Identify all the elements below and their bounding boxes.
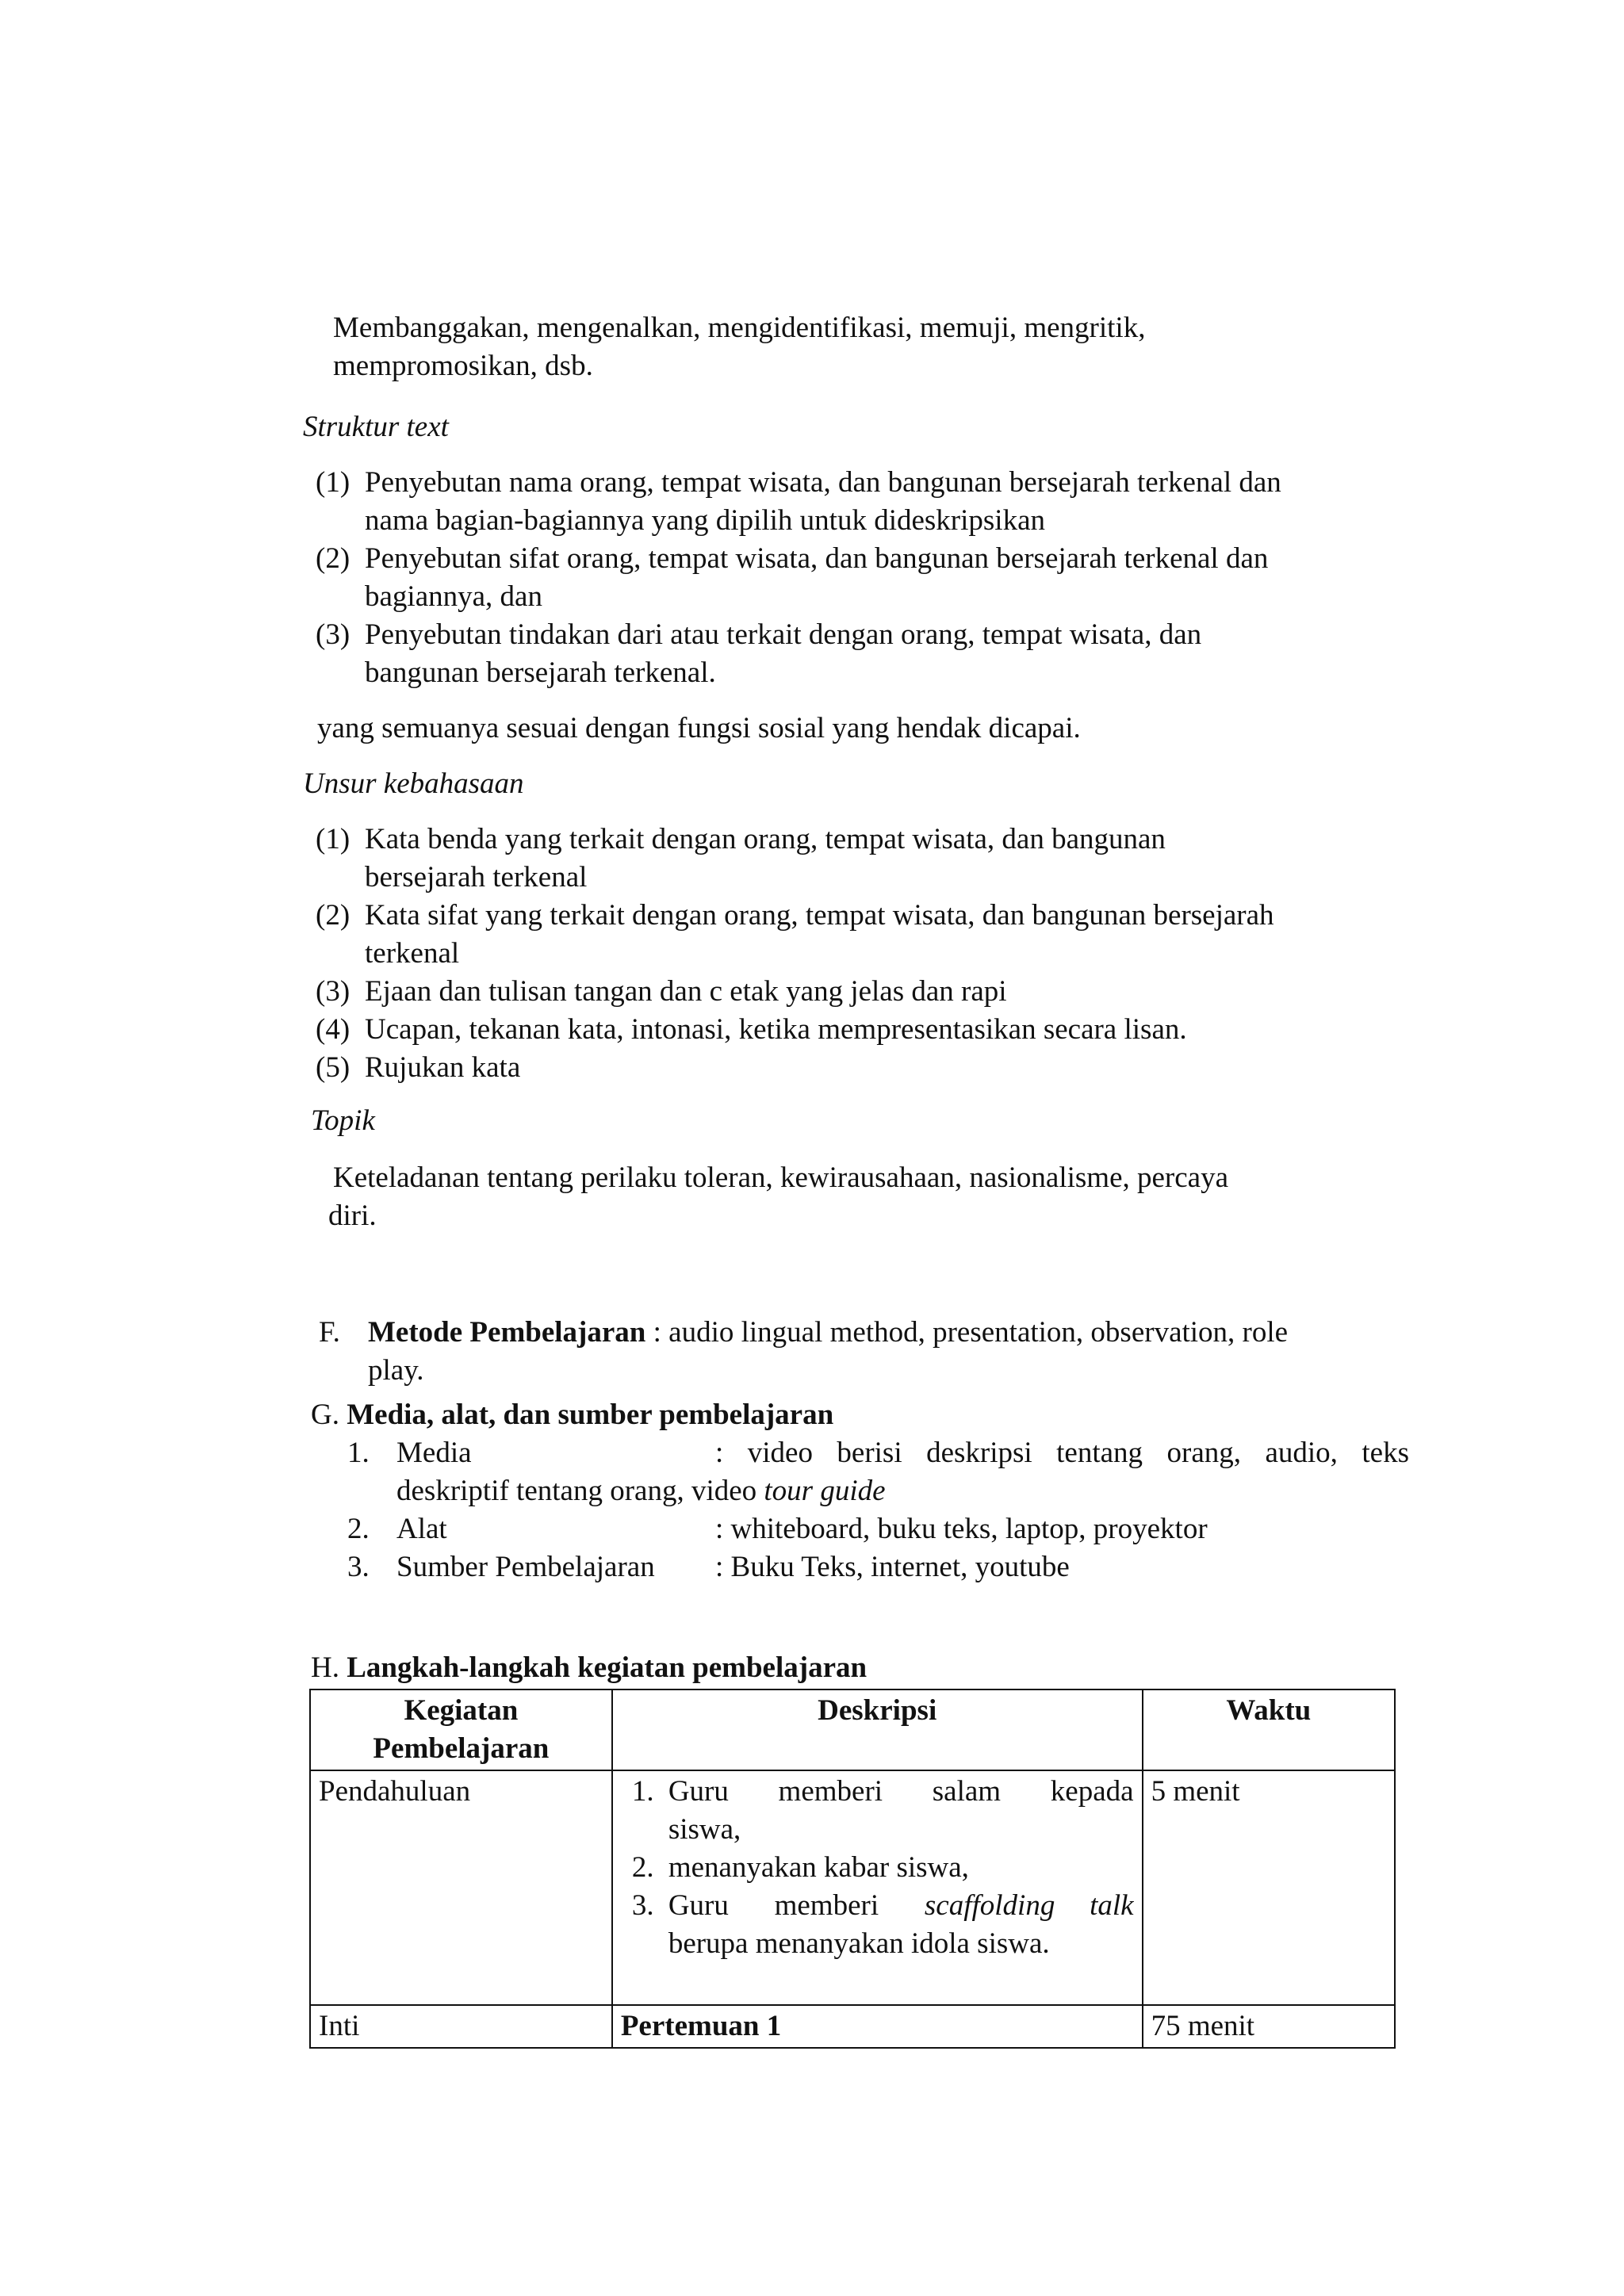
section-title: Media, alat, dan sumber pembelajaran — [347, 1399, 834, 1431]
media-list — [347, 1434, 1409, 1586]
unsur-list — [316, 821, 1410, 1087]
list-item: (3) Penyebutan tindakan dari atau terkait dengan orang, tempat wisata, dan bangunan bersejarah terkenal. — [316, 616, 1410, 692]
intro-line-1: Membanggakan, mengenalkan, mengidentifikasi, memuji, mengritik, — [333, 312, 1146, 344]
list-number: (3) — [316, 975, 350, 1008]
deskripsi-list — [621, 1773, 1134, 1963]
list-number: (5) — [316, 1051, 350, 1084]
struktur-closing: yang semuanya sesuai dengan fungsi sosial yang hendak dicapai. — [317, 712, 1081, 744]
struktur-list — [316, 464, 1410, 692]
list-number: 2. — [631, 1851, 654, 1884]
intro-line-2: mempromosikan, dsb. — [333, 350, 593, 382]
list-item: 2. menanyakan kabar siswa, — [621, 1849, 1134, 1887]
cell-waktu: 5 menit — [1143, 1770, 1395, 2005]
section-g — [311, 1396, 1409, 1586]
list-item: (2) Penyebutan sifat orang, tempat wisata, dan bangunan bersejarah terkenal dan bagiannya, dan — [316, 540, 1410, 616]
item-label: Alat — [396, 1513, 447, 1545]
list-item: (4) Ucapan, tekanan kata, intonasi, ketika mempresentasikan secara lisan. — [316, 1011, 1410, 1049]
item-label: Media — [396, 1437, 472, 1469]
list-number: 3. — [631, 1889, 654, 1922]
cell-kegiatan: Inti — [310, 2005, 612, 2048]
section-title: Metode Pembelajaran — [368, 1316, 646, 1349]
list-item: (3) Ejaan dan tulisan tangan dan c etak yang jelas dan rapi — [316, 973, 1410, 1011]
list-number: 3. — [347, 1551, 370, 1583]
topik-heading: Topik — [311, 1104, 375, 1137]
cell-kegiatan: Pendahuluan — [310, 1770, 612, 2005]
list-item: (1) Penyebutan nama orang, tempat wisata, dan bangunan bersejarah terkenal dan nama bagian-bagiannya yang dipilih untuk dideskripsikan — [316, 464, 1410, 540]
list-number: (2) — [316, 542, 350, 575]
list-item: (1) Kata benda yang terkait dengan orang, tempat wisata, dan bangunan bersejarah terkenal — [316, 821, 1410, 897]
activities-table — [309, 1689, 1396, 2049]
list-number: (1) — [316, 466, 350, 499]
cell-waktu: 75 menit — [1143, 2005, 1395, 2048]
section-h — [311, 1649, 867, 1687]
list-item: 3. Guru memberi scaffolding talk berupa menanyakan idola siswa. — [621, 1887, 1134, 1963]
table-row — [310, 1770, 1395, 2005]
cell-deskripsi — [612, 1770, 1143, 2005]
list-number: (2) — [316, 899, 350, 932]
list-number: (4) — [316, 1013, 350, 1046]
section-text-line-2: play. — [368, 1354, 424, 1387]
topik-paragraph — [328, 1159, 1229, 1235]
intro-paragraph — [333, 309, 1145, 385]
topik-line-1: Keteladanan tentang perilaku toleran, kewirausahaan, nasionalisme, percaya — [333, 1161, 1229, 1194]
cell-deskripsi: Pertemuan 1 — [612, 2005, 1143, 2048]
section-letter: G. — [311, 1399, 339, 1431]
list-item — [347, 1548, 1409, 1586]
list-item — [347, 1434, 1409, 1510]
item-label: Sumber Pembelajaran — [396, 1551, 655, 1583]
section-letter: H. — [311, 1651, 339, 1684]
list-number: (1) — [316, 823, 350, 855]
list-number: 2. — [347, 1513, 370, 1545]
header-deskripsi: Deskripsi — [612, 1689, 1143, 1770]
section-f — [319, 1314, 1409, 1390]
unsur-heading: Unsur kebahasaan — [303, 767, 524, 800]
section-letter: F. — [319, 1316, 340, 1349]
list-number: (3) — [316, 618, 350, 651]
list-item: (5) Rujukan kata — [316, 1049, 1410, 1087]
list-item — [347, 1510, 1409, 1548]
table-row — [310, 2005, 1395, 2048]
list-number: 1. — [347, 1437, 370, 1469]
header-kegiatan: Kegiatan Pembelajaran — [310, 1689, 612, 1770]
header-waktu: Waktu — [1143, 1689, 1395, 1770]
item-text-line-2: deskriptif tentang orang, video tour guide — [396, 1475, 886, 1507]
table-header-row — [310, 1689, 1395, 1770]
struktur-heading: Struktur text — [303, 411, 449, 443]
section-text: : audio lingual method, presentation, observation, role — [645, 1316, 1289, 1349]
topik-line-2: diri. — [328, 1200, 377, 1232]
section-title: Langkah-langkah kegiatan pembelajaran — [347, 1651, 868, 1684]
item-text: : whiteboard, buku teks, laptop, proyektor — [715, 1513, 1208, 1545]
item-text: : Buku Teks, internet, youtube — [715, 1551, 1070, 1583]
item-text: : video berisi deskripsi tentang orang, audio, teks — [715, 1437, 1409, 1469]
list-item: (2) Kata sifat yang terkait dengan orang, tempat wisata, dan bangunan bersejarah terkenal — [316, 897, 1410, 973]
list-item: 1. Guru memberi salam kepada siswa, — [621, 1773, 1134, 1849]
list-number: 1. — [631, 1775, 654, 1808]
